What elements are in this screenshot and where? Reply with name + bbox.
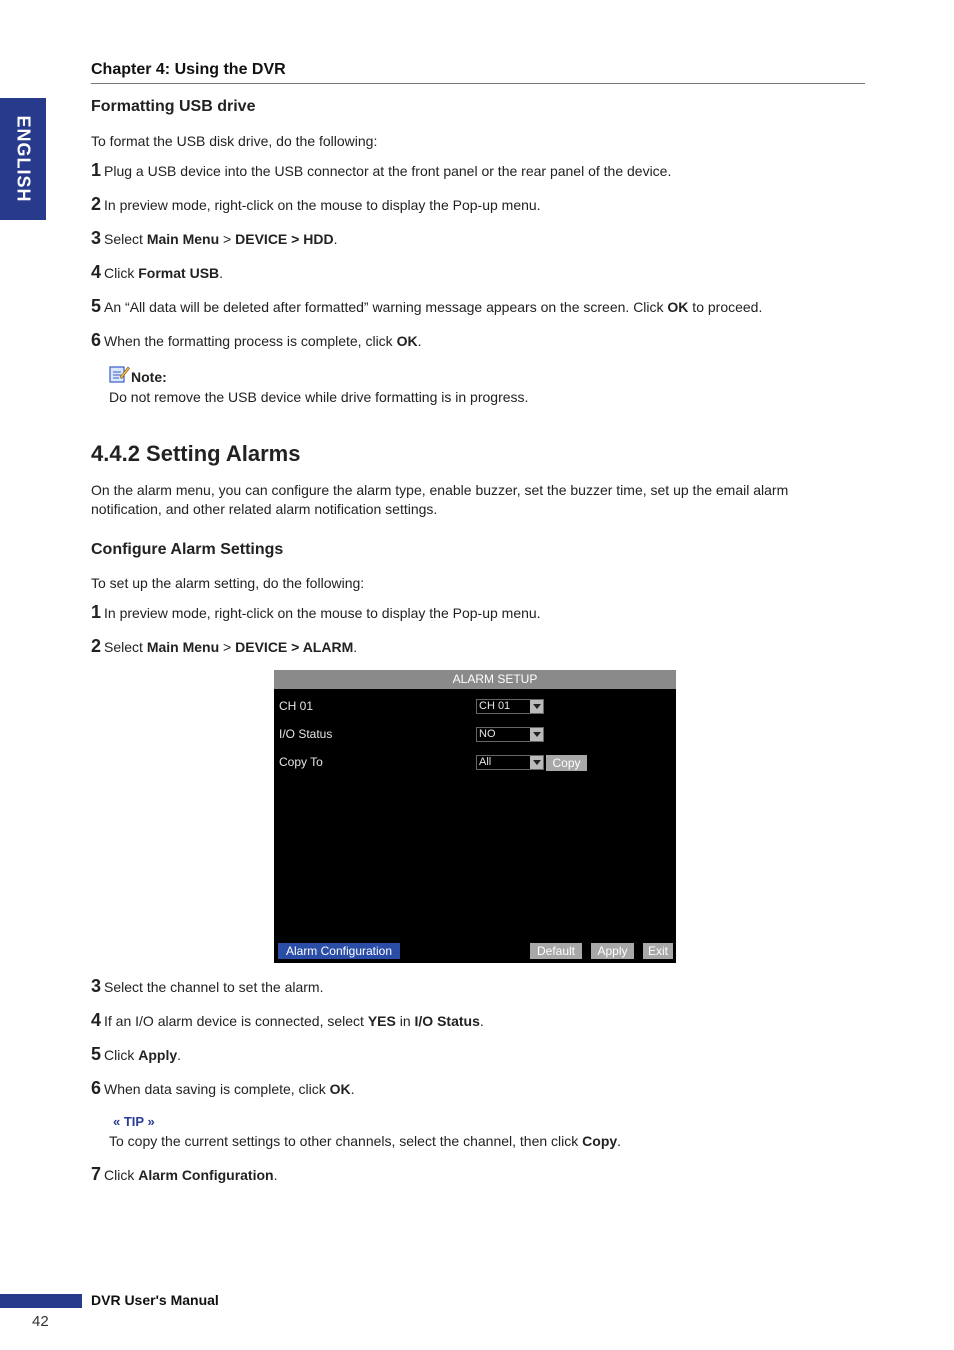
- step-text: In preview mode, right-click on the mouse to display the Pop-up menu.: [104, 605, 541, 621]
- step-text: Select: [104, 639, 147, 655]
- usb-intro: To format the USB disk drive, do the following:: [91, 133, 378, 149]
- alarm-step-1: [91, 602, 541, 623]
- usb-step-4: [91, 262, 223, 283]
- step-text: If an I/O alarm device is connected, select: [104, 1013, 368, 1029]
- step-bold: OK: [396, 333, 418, 349]
- io-status-select-value: NO: [479, 728, 496, 740]
- step-bold: YES: [367, 1013, 396, 1029]
- channel-select[interactable]: [476, 699, 544, 714]
- alarms-intro-line1: On the alarm menu, you can configure the alarm type, enable buzzer, set the buzzer time, set up the email alarm: [91, 482, 789, 498]
- note-icon: [108, 364, 130, 384]
- step-text: .: [417, 333, 422, 349]
- alarm-configuration-button[interactable]: Alarm Configuration: [278, 943, 400, 959]
- step-text: Click: [104, 1167, 139, 1183]
- channel-label: CH 01: [279, 699, 314, 713]
- step-text: Select the channel to set the alarm.: [104, 979, 324, 995]
- tip-text-bold: Copy: [582, 1133, 618, 1149]
- footer-title: DVR User's Manual: [91, 1292, 219, 1308]
- step-text: Click: [104, 265, 139, 281]
- tip-text-end: .: [617, 1133, 622, 1149]
- step-text: .: [219, 265, 224, 281]
- channel-select-value: CH 01: [479, 700, 511, 712]
- alarm-step-3: [91, 976, 323, 997]
- step-text: .: [333, 231, 338, 247]
- step-text: to proceed.: [688, 299, 763, 315]
- step-bold: Alarm Configuration: [138, 1167, 274, 1183]
- step-bold: DEVICE > HDD: [235, 231, 334, 247]
- step-text: in: [395, 1013, 415, 1029]
- step-bold: DEVICE > ALARM: [235, 639, 354, 655]
- alarm-step-7: [91, 1164, 277, 1185]
- step-number: 6: [91, 330, 102, 350]
- copy-to-label: Copy To: [279, 755, 323, 769]
- chevron-down-icon: [530, 728, 543, 741]
- step-text: When the formatting process is complete, click: [104, 333, 397, 349]
- chapter-title: Chapter 4: Using the DVR: [91, 61, 286, 78]
- alarm-step-5: [91, 1044, 181, 1065]
- note-label: Note:: [131, 369, 167, 385]
- step-number: 4: [91, 1010, 102, 1030]
- step-number: 6: [91, 1078, 102, 1098]
- step-number: 2: [91, 636, 102, 656]
- step-number: 1: [91, 160, 102, 180]
- step-text: .: [479, 1013, 484, 1029]
- language-tab: [0, 98, 46, 220]
- step-bold: I/O Status: [414, 1013, 480, 1029]
- step-bold: Apply: [138, 1047, 178, 1063]
- usb-step-6: [91, 330, 421, 351]
- copy-to-select[interactable]: [476, 755, 544, 770]
- step-number: 4: [91, 262, 102, 282]
- step-number: 7: [91, 1164, 102, 1184]
- usb-step-2: [91, 194, 541, 215]
- step-text: When data saving is complete, click: [104, 1081, 330, 1097]
- usb-step-3: [91, 228, 337, 249]
- section-heading: 4.4.2 Setting Alarms: [91, 441, 301, 466]
- io-status-select[interactable]: [476, 727, 544, 742]
- step-text: .: [177, 1047, 182, 1063]
- alarm-step-6: [91, 1078, 355, 1099]
- usb-step-5: [91, 296, 762, 317]
- step-number: 5: [91, 296, 102, 316]
- screen-title-bar: [274, 670, 676, 689]
- note-text: Do not remove the USB device while drive formatting is in progress.: [109, 389, 529, 405]
- alarms-intro-line2: notification, and other related alarm notification settings.: [91, 501, 438, 517]
- step-text: .: [353, 639, 358, 655]
- step-bold: OK: [667, 299, 689, 315]
- step-number: 2: [91, 194, 102, 214]
- step-bold: Main Menu: [146, 639, 220, 655]
- usb-step-1: [91, 160, 671, 181]
- tip-text-main: To copy the current settings to other channels, select the channel, then click: [109, 1133, 583, 1149]
- step-text: An “All data will be deleted after formatted” warning message appears on the screen. Click: [104, 299, 668, 315]
- default-button[interactable]: Default: [530, 943, 582, 959]
- copy-to-select-value: All: [479, 756, 492, 768]
- alarm-step-4: [91, 1010, 484, 1031]
- chevron-down-icon: [530, 700, 543, 713]
- apply-button[interactable]: Apply: [591, 943, 634, 959]
- header-rule: [91, 83, 865, 84]
- exit-button[interactable]: Exit: [643, 943, 673, 959]
- step-text: .: [350, 1081, 355, 1097]
- chevron-down-icon: [530, 756, 543, 769]
- step-text: .: [273, 1167, 278, 1183]
- step-text: >: [219, 639, 236, 655]
- step-bold: OK: [329, 1081, 351, 1097]
- step-text: Plug a USB device into the USB connector at the front panel or the rear panel of the device.: [104, 163, 672, 179]
- io-status-label: I/O Status: [279, 727, 333, 741]
- step-number: 3: [91, 228, 102, 248]
- step-text: >: [219, 231, 236, 247]
- step-text: Click: [104, 1047, 139, 1063]
- configure-intro: To set up the alarm setting, do the following:: [91, 575, 365, 591]
- step-number: 1: [91, 602, 102, 622]
- alarm-step-2: [91, 636, 357, 657]
- tip-label: « TIP »: [113, 1114, 155, 1129]
- copy-button[interactable]: Copy: [546, 755, 587, 771]
- page-number: 42: [32, 1313, 49, 1330]
- step-number: 3: [91, 976, 102, 996]
- step-bold: Format USB: [138, 265, 220, 281]
- screen-title: ALARM SETUP: [452, 672, 538, 686]
- language-tab-label: ENGLISH: [13, 115, 34, 203]
- step-text: In preview mode, right-click on the mouse to display the Pop-up menu.: [104, 197, 541, 213]
- configure-heading: Configure Alarm Settings: [91, 541, 284, 558]
- step-number: 5: [91, 1044, 102, 1064]
- alarm-setup-screen: [274, 670, 676, 963]
- usb-heading: Formatting USB drive: [91, 98, 256, 115]
- step-bold: Main Menu: [146, 231, 220, 247]
- step-text: Select: [104, 231, 147, 247]
- tip-text: [109, 1132, 621, 1151]
- footer-bar: [0, 1294, 82, 1308]
